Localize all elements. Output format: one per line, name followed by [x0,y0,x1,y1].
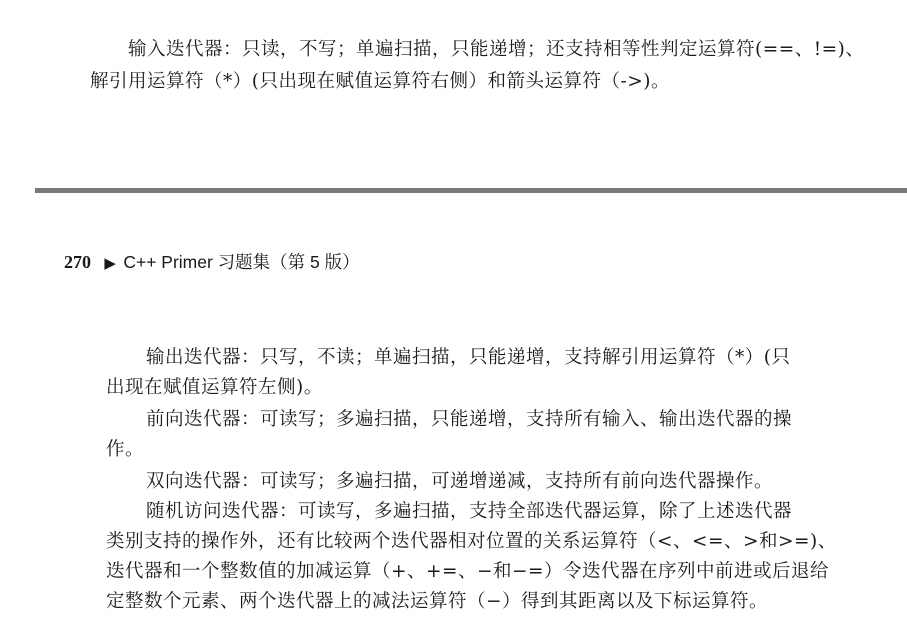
text-line: 随机访问迭代器：可读写，多遍扫描，支持全部迭代器运算，除了上述迭代器 [146,501,793,522]
text-line: 定整数个元素、两个迭代器上的减法运算符（−）得到其距离以及下标运算符。 [106,591,769,612]
text-line: 作。 [106,439,145,460]
triangle-arrow-icon: ▶ [104,254,116,272]
text-line: 前向迭代器：可读写；多遍扫描，只能递增，支持所有输入、输出迭代器的操 [146,409,793,430]
text-line: 出现在赋值运算符左侧)。 [106,377,323,398]
text-line: 输出迭代器：只写，不读；单遍扫描，只能递增，支持解引用运算符（*）(只 [146,347,791,368]
book-title: C++ Primer 习题集（第 5 版） [123,252,360,272]
text-line: 输入迭代器：只读，不写；单遍扫描，只能递增；还支持相等性判定运算符(==、!=)、 [128,39,865,60]
text-line: 类别支持的操作外，还有比较两个迭代器相对位置的关系运算符（<、<=、>和>=)、 [106,531,837,552]
text-line: 解引用运算符（*）(只出现在赋值运算符右侧）和箭头运算符（->)。 [90,71,670,92]
text-line: 迭代器和一个整数值的加减运算（+、+=、−和−=）令迭代器在序列中前进或后退给 [106,561,830,582]
page-header [64,250,360,275]
page-divider [35,188,907,193]
page-number: 270 [64,252,91,272]
text-line: 双向迭代器：可读写；多遍扫描，可递增递减，支持所有前向迭代器操作。 [146,471,774,492]
